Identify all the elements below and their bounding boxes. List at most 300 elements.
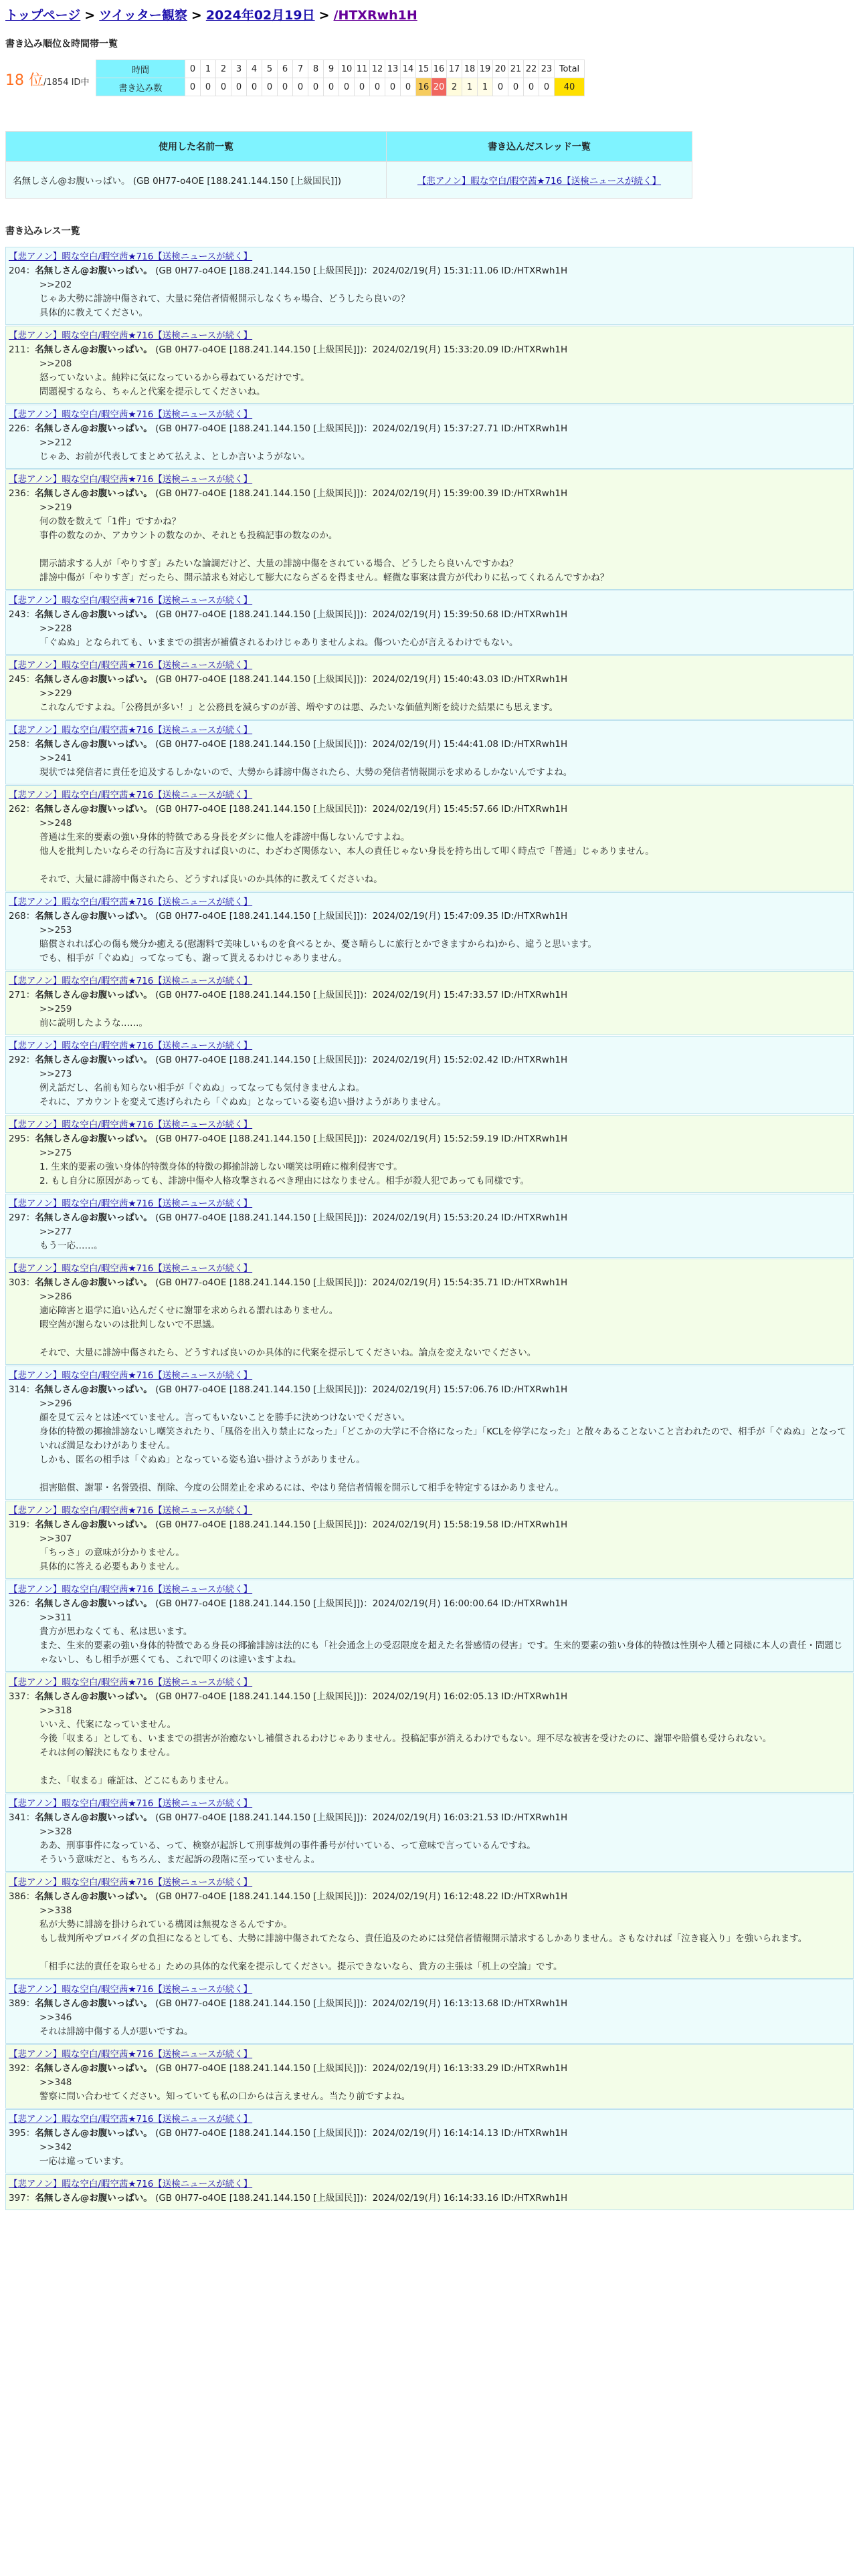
hour-cell: 6 [278,60,293,78]
post-timestamp: ：2024/02/19(月) 15:52:02.42 ID:/HTXRwh1H [363,1055,568,1065]
post-timestamp: ：2024/02/19(月) 16:03:21.53 ID:/HTXRwh1H [363,1812,568,1823]
poster-meta: (GB 0H77-o4OE [188.241.144.150 [上級国民]]) [155,1277,364,1288]
count-cell: 0 [201,78,216,96]
post-line: 誹謗中傷が「やりすぎ」だったら、開示請求も対応して膨大にならざるを得ません。軽微な事案は貴方が代わりに払ってくれるんですかね？ [39,572,609,583]
hour-cell: 10 [339,60,355,78]
post-number-separator: ： [25,1384,35,1395]
post-item [5,1979,854,2044]
post-thread-link[interactable]: 【悲アノン】暇な空白/暇空茜★716【送検ニュースが続く】 [9,2179,253,2189]
post-timestamp: ：2024/02/19(月) 15:37:27.71 ID:/HTXRwh1H [363,423,568,434]
post-body [9,1611,850,1667]
reply-anchor[interactable]: >>228 [39,623,72,634]
post-body [9,2011,850,2039]
post-body [9,687,850,715]
post-timestamp: ：2024/02/19(月) 16:14:14.13 ID:/HTXRwh1H [363,2128,568,2139]
post-number-separator: ： [25,911,35,922]
post-line [39,1467,850,1481]
post-line: いいえ、代案になっていません。 [39,1719,177,1730]
reply-anchor[interactable]: >>208 [39,358,72,369]
reply-anchor[interactable]: >>342 [39,2142,72,2153]
poster-name: 名無しさん@お腹いっぱい。 [35,1212,153,1223]
post-line: 一応は違っています。 [39,2156,129,2167]
reply-anchor[interactable]: >>219 [39,502,72,513]
post-line: 現状では発信者に責任を追及するしかないので、大勢から誹謗中傷されたら、大勢の発信者情報開示を求めるしかないんですよね。 [39,767,573,778]
poster-meta: (GB 0H77-o4OE [188.241.144.150 [上級国民]]) [155,804,364,815]
post-number: 319 [9,1519,26,1530]
hour-cell: 11 [355,60,370,78]
post-number: 245 [9,674,26,685]
post-item [5,971,854,1035]
poster-meta: (GB 0H77-o4OE [188.241.144.150 [上級国民]]) [155,609,364,620]
post-timestamp: ：2024/02/19(月) 16:00:00.64 ID:/HTXRwh1H [363,1598,568,1609]
post-item [5,326,854,404]
post-header [9,1890,850,1904]
post-thread-link[interactable]: 【悲アノン】暇な空白/暇空茜★716【送検ニュースが続く】 [9,1263,253,1274]
post-body [9,2076,850,2104]
reply-anchor[interactable]: >>307 [39,1533,72,1544]
post-number: 337 [9,1691,26,1702]
post-number-separator: ： [25,2063,35,2074]
post-line: 「ぐぬぬ」となられても、いままでの損害が補償されるわけじゃありませんよね。傷ついた心が言えるわけでもない。 [39,637,518,648]
post-line: しかも、匿名の相手は「ぐぬぬ」となっている姿も追い掛けようがありません。 [39,1455,365,1465]
ranking-section-title: 書き込み順位＆時間帯一覧 [5,39,118,49]
breadcrumb-date-link[interactable]: 2024年02月19日 [205,8,315,23]
post-line [39,543,850,557]
poster-meta: (GB 0H77-o4OE [188.241.144.150 [上級国民]]) [155,1384,364,1395]
post-line: 私が大勢に誹謗を掛けられている構図は無視なさるんですか。 [39,1919,292,1930]
post-line: そういう意味だと、もちろん、まだ起訴の段階に至っていませんよ。 [39,1854,320,1865]
post-timestamp: ：2024/02/19(月) 15:52:59.19 ID:/HTXRwh1H [363,1134,568,1144]
post-line: 普通は生来的要素の強い身体的特徴である身長をダシに他人を誹謗中傷しないんですよね。 [39,832,410,843]
post-line: これなんですよね。「公務員が多い！」と公務員を減らすのが善、増やすのは悪、みたいな価値判断を続けた結果にも思えます。 [39,702,559,713]
hour-cell: 13 [385,60,401,78]
post-line: 今後「収まる」としても、いままでの損害が治癒ないし補償されるわけじゃありません。投稿記事が消えるわけでもない。理不尽な被害を受けたのに、謝罪や賠償も受けられない。 [39,1733,772,1744]
post-number: 341 [9,1812,26,1823]
rank-display [5,60,96,90]
post-item [5,405,854,469]
post-number-separator: ： [25,1891,35,1902]
count-cell: 1 [478,78,493,96]
poster-name: 名無しさん@お腹いっぱい。 [35,265,153,276]
post-line: 問題視するなら、ちゃんと代案を提示してくださいね。 [39,387,266,397]
post-number-separator: ： [25,1998,35,2009]
post-number-separator: ： [25,265,35,276]
breadcrumb-separator: > [84,8,96,23]
post-header [9,1132,850,1146]
post-number-separator: ： [25,1055,35,1065]
post-item [5,469,854,590]
post-number: 297 [9,1212,26,1223]
post-item [5,1872,854,1979]
hour-cell: 17 [447,60,462,78]
post-line: 暇空茜が謝らないのは批判しないで不思議。 [39,1319,220,1330]
poster-name: 名無しさん@お腹いっぱい。 [35,1277,153,1288]
hour-cell: 20 [493,60,508,78]
post-header [9,1276,850,1290]
reply-anchor[interactable]: >>296 [39,1398,72,1409]
reply-anchor[interactable]: >>212 [39,437,72,448]
post-line: 貴方が思わなくても、私は思います。 [39,1626,193,1637]
post-timestamp: ：2024/02/19(月) 15:40:43.03 ID:/HTXRwh1H [363,674,568,685]
post-item [5,1580,854,1672]
reply-anchor[interactable]: >>286 [39,1291,72,1302]
post-number: 268 [9,911,26,922]
post-line: じゃあ大勢に誹謗中傷されて、大量に発信者情報開示しなくちゃ場合、どうしたら良いの？ [39,294,410,304]
poster-name: 名無しさん@お腹いっぱい。 [35,488,153,499]
post-header [9,738,850,752]
used-name-cell: 名無しさん@お腹いっぱい。 (GB 0H77-o4OE [188.241.144.150 [上級国民]]) [6,162,387,199]
post-header [9,988,850,1002]
post-header [9,1053,850,1067]
post-line [39,1946,850,1960]
post-thread-link[interactable]: 【悲アノン】暇な空白/暇空茜★716【送検ニュースが続く】 [9,409,253,420]
post-number: 386 [9,1891,26,1902]
post-timestamp: ：2024/02/19(月) 15:53:20.24 ID:/HTXRwh1H [363,1212,568,1223]
post-number: 243 [9,609,26,620]
count-cell: 20 [432,78,447,96]
poster-meta: (GB 0H77-o4OE [188.241.144.150 [上級国民]]) [155,1212,364,1223]
breadcrumb-twitter-link[interactable]: ツイッター観察 [99,8,187,23]
rank-total: /1854 ID中 [43,78,90,88]
post-item [5,655,854,720]
count-cell: 1 [462,78,478,96]
ranking-panel [5,60,854,96]
poster-name: 名無しさん@お腹いっぱい。 [35,344,153,355]
post-thread-link[interactable]: 【悲アノン】暇な空白/暇空茜★716【送検ニュースが続く】 [9,1041,253,1051]
post-timestamp: ：2024/02/19(月) 15:58:19.58 ID:/HTXRwh1H [363,1519,568,1530]
post-timestamp: ：2024/02/19(月) 16:14:33.16 ID:/HTXRwh1H [363,2193,568,2204]
post-line: 「ちっさ」の意味が分かりません。 [39,1547,185,1558]
count-cell: 0 [247,78,262,96]
poster-meta: (GB 0H77-o4OE [188.241.144.150 [上級国民]]) [155,1812,364,1823]
post-line: 警察に問い合わせてください。知っていても私の口からは言えません。当たり前ですよね。 [39,2091,411,2102]
poster-name: 名無しさん@お腹いっぱい。 [35,674,153,685]
count-cell: 0 [231,78,247,96]
post-item [5,1501,854,1579]
poster-name: 名無しさん@お腹いっぱい。 [35,1691,153,1702]
hour-cell: 2 [216,60,231,78]
hour-row-label: 時間 [96,60,185,78]
post-thread-link[interactable]: 【悲アノン】暇な空白/暇空茜★716【送検ニュースが続く】 [9,330,253,341]
post-body [9,1067,850,1109]
post-number-separator: ： [25,1212,35,1223]
post-body [9,1397,850,1495]
post-header [9,2062,850,2076]
post-number-separator: ： [25,488,35,499]
reply-anchor[interactable]: >>338 [39,1905,72,1916]
post-thread-link[interactable]: 【悲アノン】暇な空白/暇空茜★716【送検ニュースが続く】 [9,1677,253,1688]
reply-anchor[interactable]: >>229 [39,688,72,699]
breadcrumb-id-link[interactable]: /HTXRwh1H [333,8,417,23]
rank-number: 18 位 [5,72,43,89]
post-thread-link[interactable]: 【悲アノン】暇な空白/暇空茜★716【送検ニュースが続く】 [9,1877,253,1888]
post-item [5,2174,854,2210]
hourly-post-table [96,60,585,96]
post-item [5,1036,854,1114]
count-cell: 0 [539,78,555,96]
count-cell: 0 [370,78,385,96]
post-number: 389 [9,1998,26,2009]
post-number-separator: ： [25,1519,35,1530]
count-cell: 16 [416,78,432,96]
used-names-header: 使用した名前一覧 [6,132,387,162]
poster-name: 名無しさん@お腹いっぱい。 [35,1055,153,1065]
post-body [9,436,850,464]
post-timestamp: ：2024/02/19(月) 15:45:57.66 ID:/HTXRwh1H [363,804,568,815]
post-header [9,1690,850,1704]
post-line: もし裁判所やプロバイダの負担になるとしても、大勢に誹謗中傷されてたなら、責任追及のためには発信者情報開示請求するしかありません。さもなければ「泣き寝入り」を強いられます。 [39,1933,807,1944]
post-number: 204 [9,265,26,276]
post-line: 怒っていないよ。純粋に気になっているから尋ねているだけです。 [39,372,310,383]
hour-header-row [96,60,585,78]
post-header [9,264,850,278]
post-body [9,924,850,966]
reply-anchor[interactable]: >>202 [39,280,72,290]
hour-cell: 22 [524,60,539,78]
poster-name: 名無しさん@お腹いっぱい。 [35,423,153,434]
post-body [9,1002,850,1031]
post-thread-link[interactable]: 【悲アノン】暇な空白/暇空茜★716【送検ニュースが続く】 [9,897,253,907]
post-thread-link[interactable]: 【悲アノン】暇な空白/暇空茜★716【送検ニュースが続く】 [9,1984,253,1995]
post-body [9,501,850,585]
post-line [39,1760,850,1774]
hour-cell: 21 [508,60,524,78]
poster-name: 名無しさん@お腹いっぱい。 [35,1134,153,1144]
post-item [5,2109,854,2173]
post-body [9,1825,850,1867]
post-header [9,1597,850,1611]
post-item [5,720,854,784]
post-number-separator: ： [25,804,35,815]
post-number-separator: ： [25,344,35,355]
count-cell: 0 [355,78,370,96]
post-number-separator: ： [25,1277,35,1288]
post-number: 397 [9,2193,26,2204]
post-thread-link[interactable]: 【悲アノン】暇な空白/暇空茜★716【送検ニュースが続く】 [9,976,253,986]
poster-meta: (GB 0H77-o4OE [188.241.144.150 [上級国民]]) [155,2128,364,2139]
post-header [9,673,850,687]
hour-cell: 9 [324,60,339,78]
post-line: 開示請求する人が「やりすぎ」みたいな論調だけど、大量の誹謗中傷をされている場合、どうしたら良いんですかね？ [39,558,518,569]
post-number: 295 [9,1134,26,1144]
post-line [39,1332,850,1346]
post-number-separator: ： [25,1691,35,1702]
count-cell: 0 [508,78,524,96]
post-number: 211 [9,344,26,355]
count-cell: 0 [339,78,355,96]
post-thread-link[interactable]: 【悲アノン】暇な空白/暇空茜★716【送検ニュースが続く】 [9,1370,253,1381]
post-thread-link[interactable]: 【悲アノン】暇な空白/暇空茜★716【送検ニュースが続く】 [9,660,253,671]
post-number: 314 [9,1384,26,1395]
poster-name: 名無しさん@お腹いっぱい。 [35,2128,153,2139]
post-thread-link[interactable]: 【悲アノン】暇な空白/暇空茜★716【送検ニュースが続く】 [9,1584,253,1595]
poster-name: 名無しさん@お腹いっぱい。 [35,609,153,620]
post-header [9,422,850,436]
post-line [39,859,850,873]
post-timestamp: ：2024/02/19(月) 16:12:48.22 ID:/HTXRwh1H [363,1891,568,1902]
posts-section-title: 書き込みレス一覧 [5,226,80,237]
reply-anchor[interactable]: >>259 [39,1004,72,1014]
post-line: 他人を批判したいならその行為に言及すれば良いのに、わざわざ関係ない、本人の責任じゃない身長を持ち出して叩く時点で「普通」じゃありません。 [39,846,654,857]
post-number-separator: ： [25,739,35,750]
hour-cell: 18 [462,60,478,78]
post-number: 262 [9,804,26,815]
post-timestamp: ：2024/02/19(月) 15:44:41.08 ID:/HTXRwh1H [363,739,568,750]
poster-meta: (GB 0H77-o4OE [188.241.144.150 [上級国民]]) [155,1055,364,1065]
post-line: それに、アカウントを変えて逃げられたら「ぐぬぬ」となっている姿も追い掛けようがありません。 [39,1097,447,1107]
post-number-separator: ： [25,1598,35,1609]
count-cell: 0 [493,78,508,96]
breadcrumb [5,5,854,23]
post-line: 前に説明したような……。 [39,1018,148,1029]
post-item [5,1259,854,1365]
count-cell: 0 [216,78,231,96]
post-line: 損害賠償、謝罪・名誉毀損、削除、今度の公開差止を求めるには、やはり発信者情報を開示して相手を特定するほかありません。 [39,1483,564,1493]
poster-name: 名無しさん@お腹いっぱい。 [35,1812,153,1823]
reply-anchor[interactable]: >>253 [39,925,72,936]
post-line: 賠償されれば心の傷も幾分か癒える(慰謝料で美味しいものを食べるとか、憂さ晴らしに旅行とかできますからね)から、違うと思います。 [39,939,597,950]
poster-meta: (GB 0H77-o4OE [188.241.144.150 [上級国民]]) [155,265,364,276]
post-line: でも、相手が「ぐぬぬ」ってなっても、謝って貰えるわけじゃありません。 [39,953,347,964]
breadcrumb-separator: > [191,8,202,23]
post-header [9,1383,850,1397]
post-line: じゃあ、お前が代表してまとめて払えよ、としか言いようがない。 [39,451,310,462]
hour-cell: 5 [262,60,278,78]
post-header [9,608,850,622]
hour-cell: 7 [293,60,308,78]
thread-link[interactable]: 【悲アノン】暇な空白/暇空茜★716【送検ニュースが続く】 [417,176,662,187]
post-timestamp: ：2024/02/19(月) 16:02:05.13 ID:/HTXRwh1H [363,1691,568,1702]
hour-cell: 12 [370,60,385,78]
post-number: 236 [9,488,26,499]
post-line: それは誹謗中傷する人が悪いですね。 [39,2026,193,2037]
reply-anchor[interactable]: >>275 [39,1148,72,1158]
reply-anchor[interactable]: >>273 [39,1069,72,1079]
hour-cell: 14 [401,60,416,78]
hour-cell: Total [555,60,585,78]
hour-cell: 19 [478,60,493,78]
post-header [9,343,850,357]
count-cell: 0 [524,78,539,96]
post-timestamp: ：2024/02/19(月) 15:57:06.76 ID:/HTXRwh1H [363,1384,568,1395]
post-thread-link[interactable]: 【悲アノン】暇な空白/暇空茜★716【送検ニュースが続く】 [9,725,253,736]
hour-cell: 23 [539,60,555,78]
count-cell: 0 [385,78,401,96]
post-number-separator: ： [25,1134,35,1144]
post-item [5,591,854,655]
post-number-separator: ： [25,423,35,434]
reply-anchor[interactable]: >>346 [39,2012,72,2023]
post-timestamp: ：2024/02/19(月) 15:54:35.71 ID:/HTXRwh1H [363,1277,568,1288]
post-line: 具体的に教えてください。 [39,308,148,318]
post-line: 2. もし自分に原因があっても、誹謗中傷や人格攻撃されるべき理由にはなりません。相手が殺人犯であっても同様です。 [39,1176,530,1186]
post-thread-link[interactable]: 【悲アノン】暇な空白/暇空茜★716【送検ニュースが続く】 [9,1119,253,1130]
count-cell: 2 [447,78,462,96]
post-thread-link[interactable]: 【悲アノン】暇な空白/暇空茜★716【送検ニュースが続く】 [9,474,253,485]
poster-meta: (GB 0H77-o4OE [188.241.144.150 [上級国民]]) [155,423,364,434]
count-cell: 0 [262,78,278,96]
post-timestamp: ：2024/02/19(月) 15:33:20.09 ID:/HTXRwh1H [363,344,568,355]
count-cell: 0 [324,78,339,96]
post-item [5,2044,854,2109]
poster-name: 名無しさん@お腹いっぱい。 [35,1598,153,1609]
post-body [9,1904,850,1974]
count-row-label: 書き込み数 [96,78,185,96]
names-threads-table [5,131,692,199]
poster-meta: (GB 0H77-o4OE [188.241.144.150 [上級国民]]) [155,1134,364,1144]
count-cell: 0 [185,78,201,96]
hour-cell: 3 [231,60,247,78]
post-number: 258 [9,739,26,750]
post-item [5,892,854,970]
post-thread-link[interactable]: 【悲アノン】暇な空白/暇空茜★716【送検ニュースが続く】 [9,251,253,262]
post-thread-link[interactable]: 【悲アノン】暇な空白/暇空茜★716【送検ニュースが続く】 [9,2049,253,2060]
post-body [9,278,850,320]
post-thread-link[interactable]: 【悲アノン】暇な空白/暇空茜★716【送検ニュースが続く】 [9,2114,253,2125]
reply-anchor[interactable]: >>328 [39,1826,72,1837]
reply-anchor[interactable]: >>318 [39,1705,72,1716]
breadcrumb-separator: > [318,8,330,23]
threads-header: 書き込んだスレッド一覧 [387,132,692,162]
hour-cell: 15 [416,60,432,78]
poster-meta: (GB 0H77-o4OE [188.241.144.150 [上級国民]]) [155,344,364,355]
post-header [9,909,850,924]
post-body [9,1290,850,1360]
post-number-separator: ： [25,990,35,1000]
poster-meta: (GB 0H77-o4OE [188.241.144.150 [上級国民]]) [155,1598,364,1609]
reply-anchor[interactable]: >>348 [39,2077,72,2088]
post-header [9,1211,850,1225]
poster-meta: (GB 0H77-o4OE [188.241.144.150 [上級国民]]) [155,2063,364,2074]
reply-anchor[interactable]: >>241 [39,753,72,764]
post-number-separator: ： [25,674,35,685]
post-number: 395 [9,2128,26,2139]
poster-meta: (GB 0H77-o4OE [188.241.144.150 [上級国民]]) [155,739,364,750]
post-line: 事件の数なのか、アカウントの数なのか、それとも投稿記事の数なのか。 [39,530,338,541]
post-thread-link[interactable]: 【悲アノン】暇な空白/暇空茜★716【送検ニュースが続く】 [9,790,253,800]
hour-cell: 1 [201,60,216,78]
post-item [5,1794,854,1872]
post-thread-link[interactable]: 【悲アノン】暇な空白/暇空茜★716【送検ニュースが続く】 [9,595,253,606]
post-list [5,247,854,2210]
poster-name: 名無しさん@お腹いっぱい。 [35,1519,153,1530]
poster-name: 名無しさん@お腹いっぱい。 [35,1891,153,1902]
post-timestamp: ：2024/02/19(月) 16:13:13.68 ID:/HTXRwh1H [363,1998,568,2009]
poster-name: 名無しさん@お腹いっぱい。 [35,1384,153,1395]
post-header [9,2127,850,2141]
post-thread-link[interactable]: 【悲アノン】暇な空白/暇空茜★716【送検ニュースが続く】 [9,1198,253,1209]
reply-anchor[interactable]: >>248 [39,818,72,829]
post-body [9,1704,850,1788]
post-number: 226 [9,423,26,434]
post-number-separator: ： [25,2128,35,2139]
post-thread-link[interactable]: 【悲アノン】暇な空白/暇空茜★716【送検ニュースが続く】 [9,1505,253,1516]
post-line: ああ、刑事事件になっている、って、検察が起訴して刑事裁判の事件番号が付いている、って意味で言っているんですね。 [39,1840,536,1851]
reply-anchor[interactable]: >>311 [39,1612,72,1623]
post-line: 適応障害と退学に追い込んだくせに謝罪を求められる謂れはありません。 [39,1305,339,1316]
post-timestamp: ：2024/02/19(月) 15:39:50.68 ID:/HTXRwh1H [363,609,568,620]
post-thread-link[interactable]: 【悲アノン】暇な空白/暇空茜★716【送検ニュースが続く】 [9,1798,253,1809]
post-header [9,1811,850,1825]
post-line: もう一応……。 [39,1241,103,1251]
post-item [5,1673,854,1793]
post-body [9,1225,850,1253]
breadcrumb-top-link[interactable]: トップページ [5,8,81,23]
poster-meta: (GB 0H77-o4OE [188.241.144.150 [上級国民]]) [155,1891,364,1902]
post-header [9,1518,850,1532]
count-cell: 0 [308,78,324,96]
reply-anchor[interactable]: >>277 [39,1226,72,1237]
